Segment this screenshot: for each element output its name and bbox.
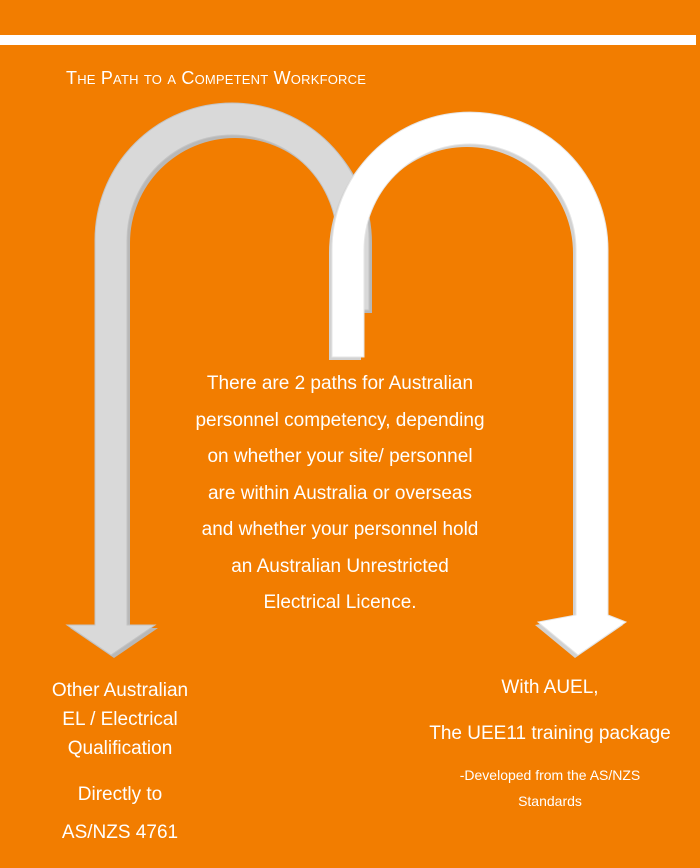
description-line: on whether your site/ personnel: [207, 446, 473, 467]
left-path-standard: AS/NZS 4761: [61, 822, 179, 843]
page-title: The Path to a Competent Workforce: [66, 68, 367, 88]
description-line: There are 2 paths for Australian: [206, 373, 474, 394]
left-path-label: [20, 676, 220, 852]
right-path-note: -Developed from the AS/NZS: [459, 767, 641, 783]
left-path-line: Other Australian: [51, 680, 189, 701]
right-path-label: [400, 674, 700, 814]
competency-description: [170, 366, 510, 622]
description-line: are within Australia or overseas: [207, 482, 472, 504]
left-path-directly: Directly to: [77, 784, 163, 805]
description-line: an Australian Unrestricted: [231, 555, 449, 577]
description-line: personnel competency, depending: [195, 409, 485, 431]
right-path-package: The UEE11 training package: [429, 723, 671, 744]
left-path-line: EL / Electrical: [62, 709, 178, 730]
right-path-note: Standards: [518, 793, 582, 809]
description-line: and whether your personnel hold: [201, 519, 479, 540]
left-path-line: Qualification: [67, 738, 173, 759]
description-line: Electrical Licence.: [263, 592, 417, 613]
right-path-heading: With AUEL,: [501, 677, 599, 698]
